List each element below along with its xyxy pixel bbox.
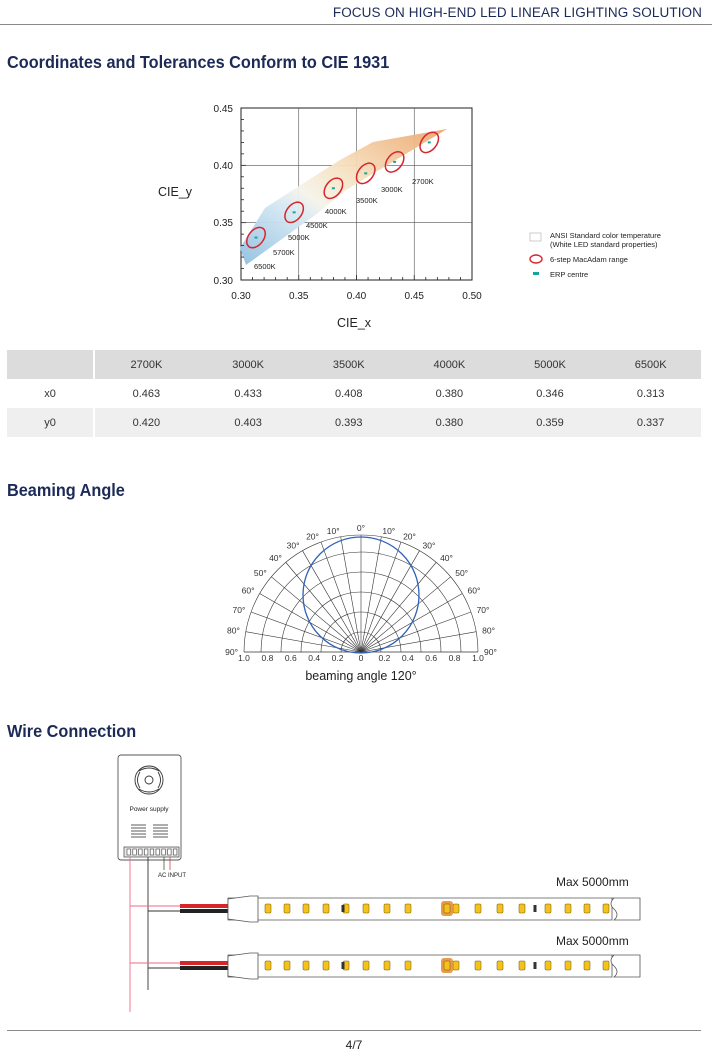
cct-label-4000k: 4000K [325, 207, 347, 216]
radial-label: 0.6 [425, 653, 438, 663]
radial-label: 1.0 [238, 653, 250, 663]
legend-ansi-line1: ANSI Standard color temperature [550, 231, 661, 240]
section-title-beam: Beaming Angle [7, 480, 125, 500]
legend-ansi-line2: (White LED standard properties) [550, 240, 658, 249]
erp-point-5000k [293, 211, 296, 213]
led-chip [384, 961, 390, 970]
red-lead [180, 961, 228, 965]
erp-point-4000k [332, 187, 335, 189]
radial-label: 0 [358, 653, 364, 663]
angle-label-left: 20° [306, 531, 319, 542]
radial-label: 0.6 [284, 653, 297, 663]
beam-angle-diagram [220, 520, 500, 690]
table-header-cell [7, 350, 94, 379]
cct-label-3000k: 3000K [381, 185, 403, 194]
table-cell: 0.463 [132, 387, 161, 400]
angle-label-right: 20° [403, 531, 416, 542]
table-cell: 0.359 [500, 408, 601, 437]
x-tick-label: 0.40 [346, 291, 367, 302]
led-chip [284, 961, 290, 970]
black-lead [180, 966, 228, 970]
radial-label: 0.2 [331, 653, 344, 663]
angle-label-left: 30° [286, 540, 300, 551]
led-chip [384, 904, 390, 913]
radial-label: 0.4 [308, 653, 321, 663]
radial-label: 0.4 [401, 653, 414, 663]
angle-label-center: 0° [356, 523, 366, 533]
resistor [342, 905, 345, 912]
table-header-cell: 2700K [94, 350, 198, 379]
erp-point-3000k [393, 161, 396, 163]
table-cell: 0.313 [636, 387, 665, 400]
led-chip [497, 961, 503, 970]
angle-label-right: 70° [476, 604, 490, 615]
header-title: FOCUS ON HIGH-END LED LINEAR LIGHTING SOLUTION [332, 5, 702, 20]
angle-label-left: 90° [225, 647, 238, 657]
led-chip [519, 961, 525, 970]
table-header-cell: 3000K [198, 350, 299, 379]
terminal-screw [173, 849, 177, 855]
led-chip [475, 961, 481, 970]
black-lead [180, 909, 228, 913]
terminal-screw [150, 849, 154, 855]
table-header-cell: 5000K [500, 350, 601, 379]
legend-erp: ERP centre [550, 270, 589, 279]
chart-legend [530, 231, 661, 279]
strip-end-cap [228, 896, 258, 922]
led-chip [405, 961, 411, 970]
erp-point-6500k [255, 237, 258, 239]
y-tick-label: 0.40 [213, 161, 233, 172]
table-cell: 0.433 [234, 387, 262, 400]
led-chip [565, 961, 571, 970]
section-title-wire: Wire Connection [7, 721, 137, 741]
y-tick-label: 0.30 [213, 276, 233, 287]
table-cell: x0 [7, 379, 94, 408]
beam-angle-caption: beaming angle 120° [305, 669, 417, 683]
angle-label-right: 10° [382, 525, 396, 536]
x-tick-label: 0.30 [231, 291, 251, 302]
terminal-screw [139, 849, 143, 855]
radial-label: 0.8 [261, 653, 274, 663]
radial-label: 0.8 [448, 653, 461, 663]
terminal-screw [144, 849, 148, 855]
angle-label-left: 50° [253, 567, 267, 578]
y-tick-label: 0.35 [213, 218, 233, 229]
angle-label-left: 40° [269, 552, 282, 563]
led-chip [545, 904, 551, 913]
strip-length-label-1: Max 5000mm [556, 875, 629, 889]
radial-label: 0.2 [378, 653, 391, 663]
led-chip [453, 961, 459, 970]
led-chip [603, 961, 609, 970]
led-chip [584, 961, 590, 970]
led-chip [584, 904, 590, 913]
resistor [534, 962, 537, 969]
table-header-row [7, 350, 701, 379]
led-chip [545, 961, 551, 970]
table-cell: 0.380 [399, 408, 500, 437]
legend-erp-swatch [533, 272, 539, 275]
resistor [534, 905, 537, 912]
erp-point-2700k [428, 141, 431, 143]
power-supply-label: Power supply [129, 806, 169, 813]
cct-label-3500k: 3500K [356, 196, 378, 205]
erp-point-3500k [364, 172, 367, 174]
angle-label-left: 70° [232, 604, 246, 615]
y-axis-label: CIE_y [158, 185, 193, 199]
led-strip-1 [228, 896, 640, 922]
radial-label: 1.0 [472, 653, 484, 663]
angle-label-left: 60° [241, 585, 255, 596]
cct-label-5700k: 5700K [273, 248, 295, 257]
table-cell: 0.403 [198, 408, 299, 437]
angle-label-left: 10° [326, 525, 340, 536]
ac-input-label: AC INPUT [157, 873, 187, 879]
led-strip-2 [228, 953, 640, 979]
angle-label-right: 90° [484, 647, 497, 657]
angle-label-right: 80° [482, 625, 495, 636]
led-chip [444, 904, 450, 913]
led-chip [603, 904, 609, 913]
x-tick-label: 0.45 [404, 291, 424, 302]
led-chip [363, 904, 369, 913]
led-chip [265, 904, 271, 913]
resistor [342, 962, 345, 969]
cct-label-4500k: 4500K [306, 221, 328, 230]
x-tick-label: 0.50 [462, 291, 482, 302]
table-cell: 0.337 [600, 408, 701, 437]
table-cell: 0.408 [334, 387, 363, 400]
table-cell: y0 [7, 408, 94, 437]
page-number: 4/7 [345, 1038, 363, 1052]
cct-label-5000k: 5000K [288, 233, 310, 242]
table-header-cell: 4000K [399, 350, 500, 379]
x-tick-label: 0.35 [289, 291, 309, 302]
strip-length-label-2: Max 5000mm [556, 934, 629, 948]
table-row [7, 408, 701, 437]
led-chip [323, 961, 329, 970]
red-lead [180, 904, 228, 908]
angle-label-left: 80° [227, 625, 240, 636]
terminal-screw [162, 849, 166, 855]
section-title-cie: Coordinates and Tolerances Conform to CIE 1931 [7, 52, 390, 72]
y-tick-label: 0.45 [213, 104, 233, 115]
terminal-screw [156, 849, 160, 855]
strip-cut-end [611, 898, 640, 920]
x-axis-label: CIE_x [337, 316, 372, 330]
cct-label-6500k: 6500K [254, 262, 276, 271]
led-chip [284, 904, 290, 913]
angle-label-right: 60° [467, 585, 481, 596]
table-row [7, 379, 701, 408]
table-cell: 0.393 [298, 408, 399, 437]
cct-label-2700k: 2700K [412, 177, 434, 186]
led-chip [497, 904, 503, 913]
led-chip [444, 961, 450, 970]
terminal-screw [168, 849, 172, 855]
terminal-screw [127, 849, 131, 855]
strip-end-cap [228, 953, 258, 979]
table-header-cell: 3500K [298, 350, 399, 379]
led-chip [405, 904, 411, 913]
led-chip [363, 961, 369, 970]
led-chip [303, 904, 309, 913]
legend-ansi-swatch [530, 233, 541, 241]
led-chip [453, 904, 459, 913]
led-chip [303, 961, 309, 970]
angle-label-right: 40° [440, 552, 453, 563]
terminal-screw [133, 849, 137, 855]
page-footer [7, 1030, 701, 1052]
led-chip [475, 904, 481, 913]
led-chip [265, 961, 271, 970]
cie-chart [140, 96, 680, 336]
table-cell: 0.346 [536, 387, 564, 400]
table-header-cell: 6500K [600, 350, 701, 379]
table-cell: 0.380 [435, 387, 464, 400]
angle-label-right: 30° [422, 540, 436, 551]
legend-macadam: 6-step MacAdam range [550, 255, 628, 264]
cie-coordinates-table [7, 350, 701, 437]
strip-cut-end [611, 955, 640, 977]
led-chip [323, 904, 329, 913]
led-chip [565, 904, 571, 913]
wire-connection-diagram [110, 750, 650, 1015]
legend-macadam-swatch [530, 255, 542, 263]
angle-label-right: 50° [455, 567, 469, 578]
led-chip [519, 904, 525, 913]
page-header [0, 0, 712, 25]
table-cell: 0.420 [94, 408, 198, 437]
terminal-screws [127, 849, 177, 855]
